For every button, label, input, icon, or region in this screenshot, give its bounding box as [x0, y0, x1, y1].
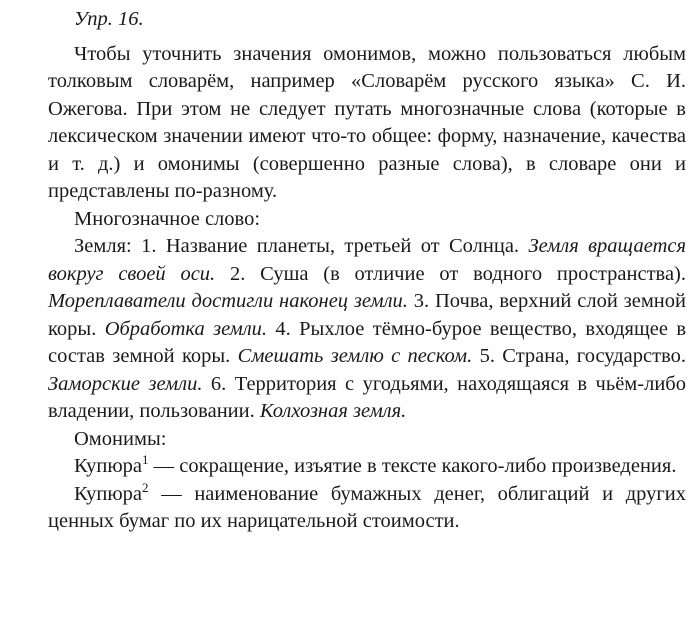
homonyms-label: Омонимы: — [74, 427, 167, 450]
homonym-1-index: 1 — [142, 452, 149, 467]
intro-text: Чтобы уточнить значения омонимов, можно пользоваться любым толковым словарём, например «Словарём русского языка» С. И. Ожегова. При этом не следует путать многозначные слова (которые в лексическом значении имеют что-то общее: форму, назначение, качества и т. д.) и омонимы (совершенно разные слова), в словаре они и представлены по-разному. — [48, 42, 686, 202]
homonym-2-definition: — наименование бумажных денег, облигаций и других ценных бумаг по их нарицательной стоимости. — [48, 482, 687, 532]
exercise-heading: Упр. 16. — [74, 8, 144, 30]
example-6: Колхозная земля. — [259, 400, 407, 422]
sense-4: 4. Рыхлое тёмно-бурое вещество, входящее в состав земной коры. — [48, 317, 686, 367]
homonym-entry-2 — [48, 481, 686, 536]
intro-paragraph — [48, 41, 686, 206]
sense-2: 2. Суша (в отличие от водного пространства). — [229, 262, 686, 285]
homonym-1-word: Купюра — [74, 455, 143, 477]
homonym-1-definition: — сокращение, изъятие в тексте какого-либо произведения. — [153, 455, 677, 477]
polysemy-entry — [48, 233, 686, 426]
example-4: Смешать землю с песком. — [237, 345, 473, 367]
polysemy-label: Многозначное слово: — [74, 207, 261, 230]
example-5: Заморские земли. — [48, 372, 203, 395]
sense-6: 6. Территория с угодьями, находящаяся в чьём-либо владении, пользовании. — [48, 372, 686, 422]
sense-5: 5. Страна, государство. — [479, 345, 686, 367]
sense-3: 3. Почва, верхний слой земной коры. — [48, 290, 687, 340]
homonym-entry-1 — [48, 453, 686, 481]
example-3: Обработка земли. — [104, 317, 268, 340]
example-2: Мореплаватели достигли наконец земли. — [48, 290, 408, 312]
polysemy-word: Земля: — [74, 235, 132, 257]
example-1: Земля вращается вокруг своей оси. — [48, 235, 687, 285]
sense-1: 1. Название планеты, третьей от Солнца. — [141, 235, 520, 257]
homonym-2-word: Купюра — [74, 482, 143, 505]
homonym-2-index: 2 — [142, 479, 149, 495]
